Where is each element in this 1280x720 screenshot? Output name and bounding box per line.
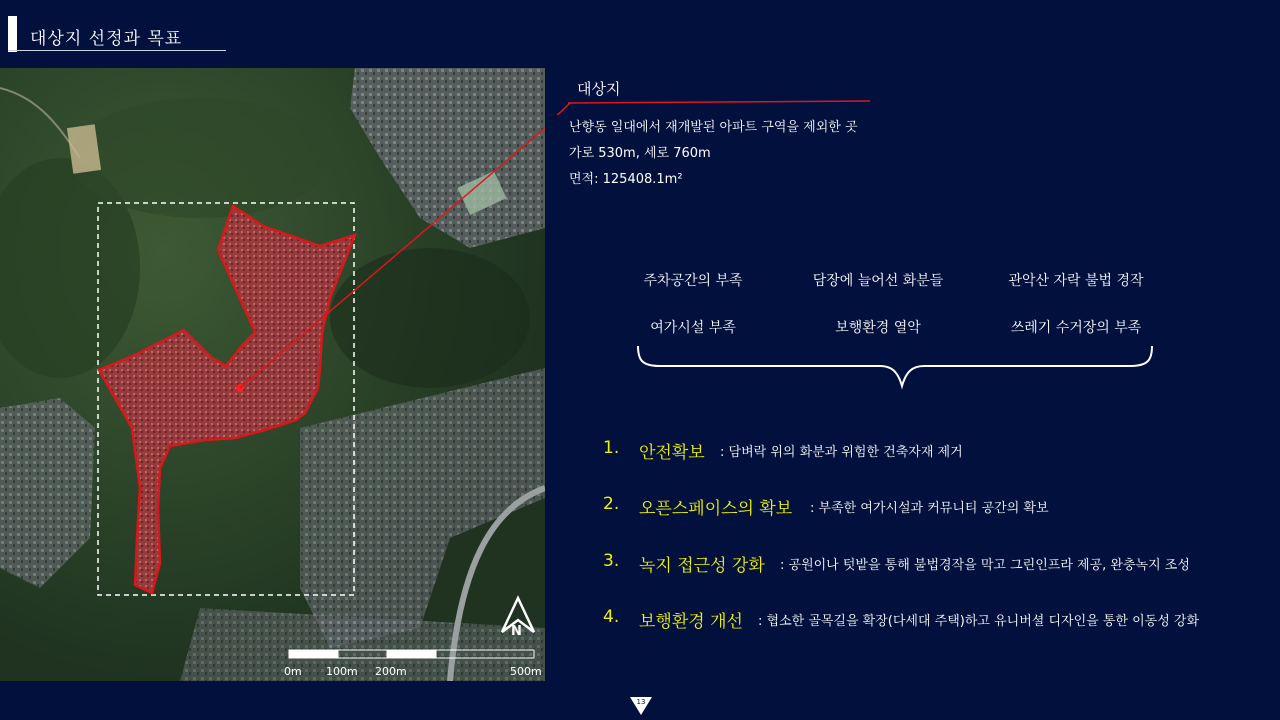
page-number-badge [629,696,653,716]
north-label: N [511,624,522,639]
site-description: 난향동 일대에서 재개발된 아파트 구역을 제외한 곳 [569,120,858,135]
goal-description: : 공원이나 텃밭을 통해 불법경작을 막고 그린인프라 제공, 완충녹지 조성 [780,558,1190,573]
goal-number: 2. [603,494,620,514]
page-title: 대상지 선정과 목표 [30,29,183,49]
scale-label-200: 200m [375,665,407,678]
issue-item: 여가시설 부족 [650,320,736,336]
page-number: 13 [636,698,646,706]
brace-icon [630,342,1160,390]
issue-item: 주차공간의 부족 [643,273,743,289]
goal-heading: 보행환경 개선 [639,612,743,632]
issue-item: 쓰레기 수거장의 부족 [1010,320,1142,336]
site-area: 면적: 125408.1m² [569,172,683,187]
goal-description: : 협소한 골목길을 확장(다세대 주택)하고 유니버셜 디자인을 통한 이동성 강화 [758,614,1200,629]
issue-item: 담장에 늘어선 화분들 [812,273,944,289]
goal-description: : 부족한 여가시설과 커뮤니티 공간의 확보 [810,501,1049,516]
site-label: 대상지 [577,80,621,98]
goal-heading: 오픈스페이스의 확보 [639,499,793,519]
scale-label-100: 100m [326,665,358,678]
goal-number: 4. [603,607,620,627]
goal-heading: 녹지 접근성 강화 [639,556,765,576]
site-dimensions: 가로 530m, 세로 760m [569,146,711,161]
issue-item: 관악산 자락 불법 경작 [1008,273,1144,289]
goal-heading: 안전확보 [639,443,705,463]
goal-number: 3. [603,551,620,571]
title-accent-bar [8,16,17,52]
title-underline [8,50,226,51]
satellite-map [0,68,545,681]
goal-number: 1. [603,438,620,458]
scale-label-500: 500m [510,665,542,678]
map-image [0,68,545,681]
issue-item: 보행환경 열악 [835,320,921,336]
goal-description: : 담벼락 위의 화분과 위험한 건축자재 제거 [720,445,963,460]
scale-label-0: 0m [284,665,302,678]
